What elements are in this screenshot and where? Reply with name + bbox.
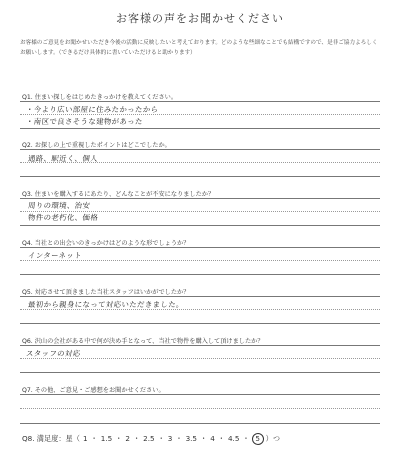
survey-title: お客様の声をお聞かせください — [116, 12, 284, 25]
rating-option: 1.5 — [100, 434, 113, 443]
rating-separator: ・ — [157, 434, 165, 443]
answer-box-7 — [20, 394, 380, 424]
rating-option: 4 — [210, 434, 215, 443]
rating-separator: ・ — [200, 434, 208, 443]
answer-box-1 — [20, 101, 380, 129]
rating-option: 2.5 — [143, 434, 155, 443]
answer-5-line-1: 最初から親身になって対応いただきました。 — [27, 300, 185, 309]
survey-intro: お客様のご意見をお聞かせいただき今後の活動に反映したいと考えております。どのような些細なことでも結構ですので、是非ご協力よろしくお願いします。（できるだけ具体的に書いていただけると助かります） — [20, 40, 378, 56]
answer-box-3 — [20, 198, 380, 226]
rating-separator: ・ — [242, 434, 250, 443]
answer-box-6 — [20, 345, 380, 373]
rating-separator: ・ — [90, 434, 98, 443]
answer-box-2 — [20, 149, 380, 177]
rating-separator: ・ — [132, 434, 141, 443]
question-5-label: Q5. 対応させて頂きました当社スタッフはいかがでしたか？ — [22, 289, 190, 296]
ruled-line — [20, 408, 380, 409]
question-8-label: Q8. 満足度：星（ — [22, 434, 80, 443]
rating-suffix: ）つ — [265, 434, 281, 443]
answer-3-line-1: 周りの環境、治安 — [27, 201, 91, 210]
rating-option: 4.5 — [227, 434, 240, 443]
rating-option: 3.5 — [185, 434, 197, 443]
satisfaction-rating — [22, 433, 280, 445]
rating-separator: ・ — [217, 434, 225, 443]
rating-option: 3 — [167, 434, 173, 443]
answer-1-line-2: ・南区で良さそうな建物があった — [25, 117, 144, 126]
question-1-label: Q1. 住まい探しをはじめたきっかけを教えてください。 — [22, 94, 178, 101]
question-4-label: Q4. 当社との出会いのきっかけはどのような形でしょうか？ — [22, 240, 190, 247]
rating-option-selected: 5 — [252, 433, 264, 445]
answer-box-4 — [20, 247, 380, 275]
rating-separator: ・ — [115, 434, 123, 443]
question-3-label: Q3. 住まいを購入するにあたり、どんなことが不安になりましたか？ — [22, 191, 215, 198]
answer-1-line-1: ・今より広い部屋に住みたかったから — [25, 105, 159, 114]
answer-3-line-2: 物件の老朽化、価格 — [27, 213, 99, 222]
question-7-label: Q7. その他、ご意見・ご感想をお聞かせください。 — [22, 387, 165, 394]
answer-4-line-1: インターネット — [27, 251, 83, 260]
question-2-label: Q2. お探しの上で重視したポイントはどこでしたか。 — [22, 142, 171, 149]
question-6-label: Q6. 沢山の会社がある中で何が決め手となって、当社で物件を購入して頂けましたか？ — [22, 338, 264, 345]
rating-option: 1 — [82, 434, 88, 443]
rating-option: 2 — [125, 434, 130, 443]
answer-2-line-1: 通路、駅近く、個人 — [27, 154, 99, 163]
answer-6-line-1: スタッフの対応 — [25, 349, 82, 358]
answer-box-5 — [20, 296, 380, 324]
rating-separator: ・ — [175, 434, 183, 443]
